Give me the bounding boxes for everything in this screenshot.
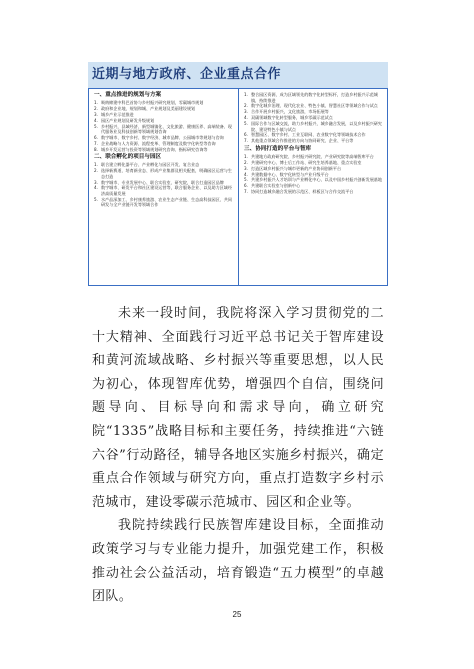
list-item: 2. 共建研究中心、博士后工作站、研究生培养基地、重点实验室 bbox=[244, 159, 362, 165]
list-item: 1. 吸纳缔建中科巴首协与乡村振兴研究规划，零碳城市规划 bbox=[94, 100, 204, 105]
list-item: 5. 水产品深加工、乡村康养旅游、农业生态产业链、生态高科技园区、共同研发与全产业链开发等领域合作 bbox=[94, 196, 232, 208]
list-item: 5. 乡村振兴，县域经济、新型城镇化、文化旅游、健康医养、高端装备、现代服务业及科技创新等领域规划咨询 bbox=[94, 123, 232, 135]
cooperation-infographic bbox=[88, 62, 388, 286]
body-text bbox=[92, 302, 384, 609]
list-item: 3. 合作开展乡村振兴，文化旅游，市场拓展等 bbox=[244, 109, 329, 115]
list-item: 7. 协同打造城乡融合发展的示范区、样板区与合作交流平台 bbox=[244, 189, 354, 195]
list-item: 4. 园区产业规划及研发升级规划 bbox=[94, 117, 155, 123]
infographic-right-panel bbox=[238, 88, 388, 286]
section-heading-plans: 一、重点推进的规划与方案 bbox=[94, 92, 162, 98]
list-item: 1. 联合建立孵化器平台、产业孵化与园区开发、复合业态 bbox=[94, 162, 200, 168]
list-item: 5. 国际合作与区域交流，助力乡村振兴、城乡融合发展，以及乡村振兴研究院、建设特色小镇与试点 bbox=[244, 121, 382, 132]
list-item: 8. 城乡开发运营与投资等领域规划研究咨询、指标研究咨询等 bbox=[94, 146, 208, 152]
body-paragraph: 我院持续践行民族智库建设目标，全面推动政策学习与专业能力提升，加强党建工作，积极推动社会公益活动，培育锻造“五力模型”的卓越团队。 bbox=[92, 518, 384, 605]
list-item: 6. 数字城市、数字乡村、数字经济、城市品牌、公园城市等规划与咨询 bbox=[94, 134, 224, 140]
list-item: 3. 数字城市、专业发展中心、联合实验室、研究院，联合打造园区品牌 bbox=[94, 179, 224, 185]
list-item: 4. 数字城市、研发平台和社区建设运营等，联合服务企业、以及助力区域经济高质量发展 bbox=[94, 185, 232, 196]
plans-list bbox=[94, 100, 234, 152]
list-item: 7. 其他重点领域合作推进的方向与协同研究、企业、平台等 bbox=[244, 138, 354, 144]
list-item: 4. 双碳领域数字化转型服务，城乡零碳示范试点 bbox=[244, 115, 333, 121]
body-paragraph: 未来一段时间，我院将深入学习贯彻党的二十大精神、全面践行习近平总书记关于智库建设和黄河流域战略、乡村振兴等重要思想，以人民为初心，体现智库优势，增强四个自信，围绕问题导向、目标导向和需求导向，确立研究院“1335”战略目标和主要任务，持续推进“六链六谷”行动路径，辅导各地区实施乡村振兴，确定重点合作领域与研究方向，重点打造数字乡村示范城市，建设零碳示范城市、园区和企业等。 bbox=[92, 306, 384, 510]
page-number: 25 bbox=[232, 610, 242, 619]
list-item: 6. 智慧园区、数字乡村、工业互联网、农业数字化等领域技术合作 bbox=[244, 132, 366, 138]
list-item: 2. 选择新赛道、培育新业态、形成产业集群及相关配套，明确园区运营与生态打造 bbox=[94, 168, 232, 179]
list-item: 2. 数字化城乡治理、现代化农业、特色小镇、智慧社区等领域合作与试点 bbox=[244, 103, 378, 109]
infographic-title: 近期与地方政府、企业重点合作 bbox=[88, 62, 388, 88]
list-item: 6. 共建联合实验室与创新中心 bbox=[244, 183, 301, 189]
list-item: 1. 共建地方政府研究院、乡村振兴研究院、产业研究院等高端智库平台 bbox=[244, 153, 374, 159]
list-item: 4. 共建数据中心、数字化转型与产业升级平台 bbox=[244, 171, 329, 177]
platforms-list bbox=[244, 154, 383, 195]
list-item: 5. 共建乡村振兴人才培训与产业孵化中心、以及中国乡村振兴创新发展基地 bbox=[244, 177, 382, 183]
list-item: 3. 城乡产业示范推进 bbox=[94, 111, 134, 117]
section-heading-platforms: 三、协同打造的平台与智库 bbox=[244, 145, 312, 152]
infographic-left-panel bbox=[88, 88, 239, 286]
list-item: 1. 整合园区资源，成为区域领先的数字化转型标杆，打造乡村振兴示范城镇，持续推进 bbox=[244, 92, 378, 103]
section-heading-incubation: 二、联合孵化的项目与园区 bbox=[94, 154, 162, 161]
incubation-list bbox=[94, 162, 234, 208]
list-item: 2. 政府和企业地，规划和城、产业规划及美丽建设规划 bbox=[94, 105, 196, 111]
list-item: 3. 打造区域乡村振兴与城市更新的产业协同创新平台 bbox=[244, 165, 342, 171]
list-item: 7. 企业战略与人力资源、流程变革、管理制度及数字化转型等咨询 bbox=[94, 140, 216, 146]
cooperation-list bbox=[244, 92, 383, 144]
